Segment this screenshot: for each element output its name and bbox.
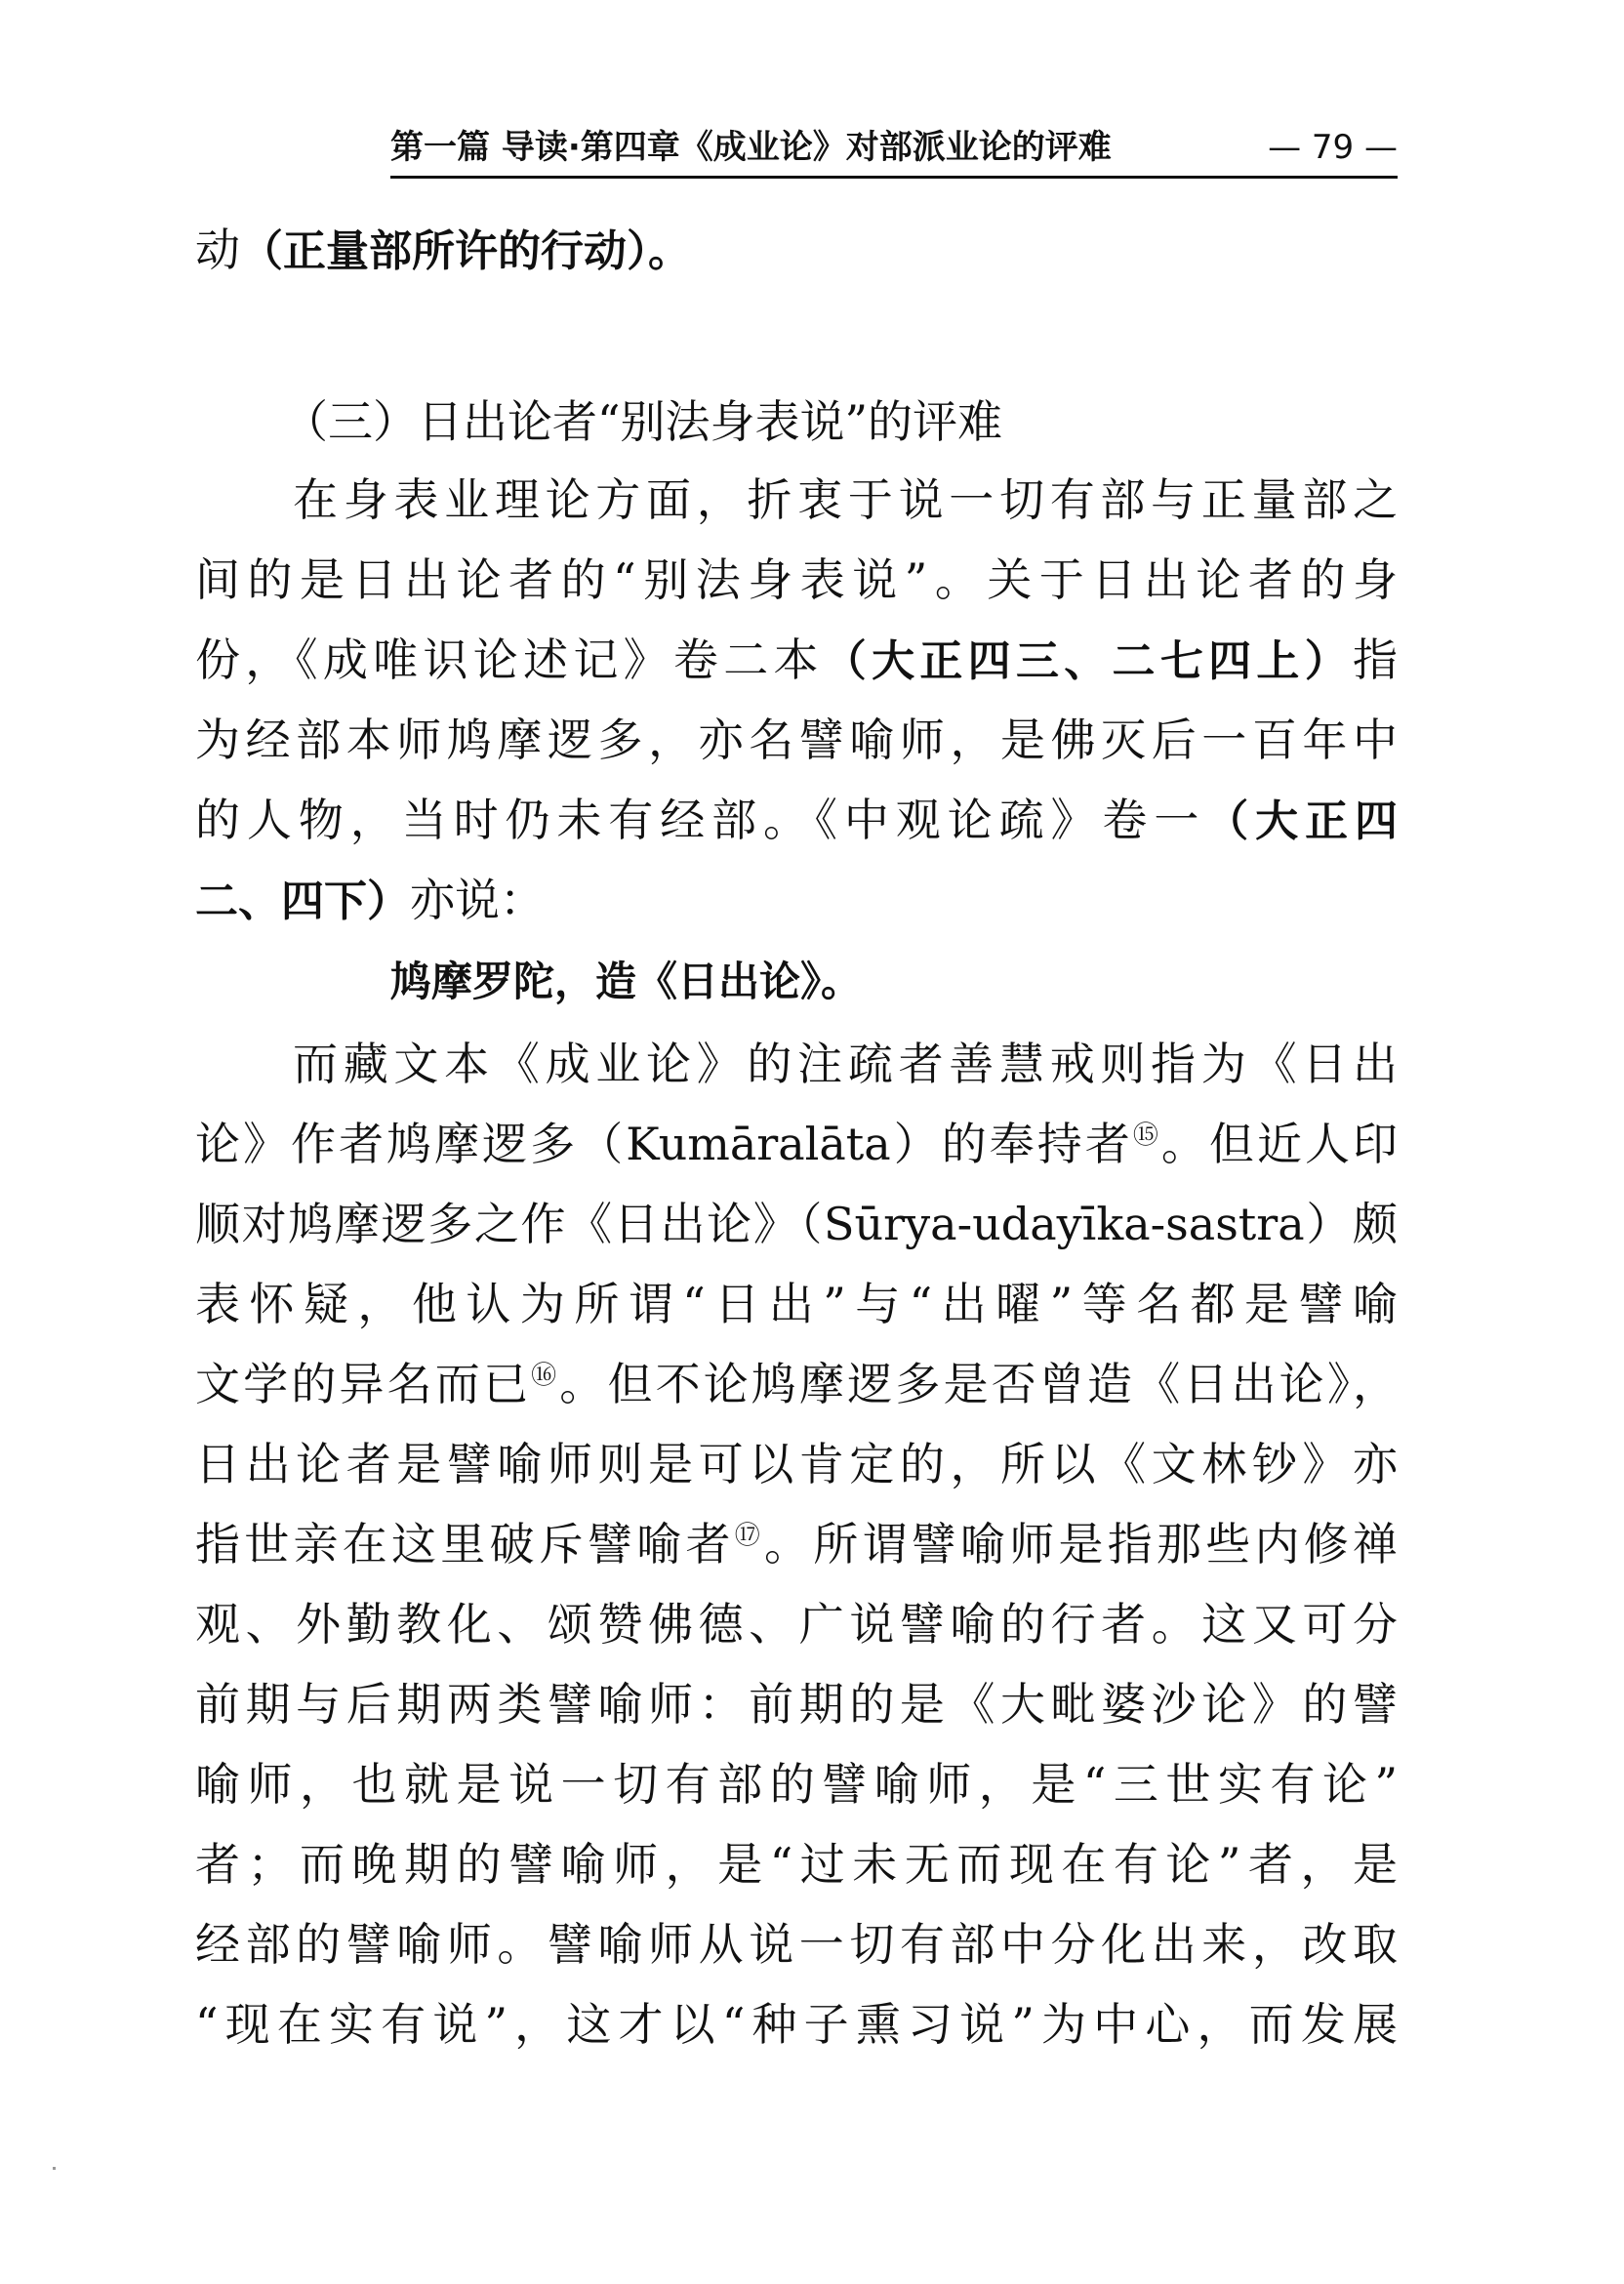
text-line (195, 1513, 1398, 1575)
kaiti-run: 二、四下） (195, 877, 410, 926)
text-run: 。但近人印 (1160, 1118, 1398, 1170)
running-header (390, 125, 1398, 179)
scan-speck (53, 2167, 56, 2170)
text-line: 在身表业理论方面，折衷于说一切有部与正量部之 (293, 473, 1398, 526)
text-run: 指世亲在这里破斥譬喻者 (195, 1518, 735, 1570)
text-line: 喻师，也就是说一切有部的譬喻师，是“三世实有论” (195, 1758, 1398, 1811)
text-line: 二、四下）亦说： (195, 874, 545, 926)
text-line: 日出论者是譬喻师则是可以肯定的，所以《文林钞》亦 (195, 1438, 1398, 1490)
text-line: 经部的譬喻师。譬喻师从说一切有部中分化出来，改取 (195, 1918, 1398, 1971)
text-line: 者；而晚期的譬喻师，是“过未无而现在有论”者，是 (195, 1838, 1398, 1891)
chapter-title: 第一篇 导读·第四章《成业论》对部派业论的评难 (390, 128, 1112, 167)
text-line: 动（正量部所许的行动）。 (195, 224, 691, 276)
page-number: — 79 — (1268, 128, 1398, 167)
footnote-marker[interactable]: ⑮ (1132, 1121, 1161, 1151)
text-line: 为经部本师鸠摩逻多，亦名譬喻师，是佛灭后一百年中 (195, 714, 1398, 766)
text-line: 表怀疑，他认为所谓“日出”与“出曜”等名都是譬喻 (195, 1278, 1398, 1330)
block-quote: 鸠摩罗陀，造《日出论》。 (390, 958, 863, 1005)
footnote-marker[interactable]: ⑰ (734, 1521, 764, 1551)
text-run: 。但不论鸠摩逻多是否曾造《日出论》， (559, 1358, 1399, 1410)
text-line: 份，《成唯识论述记》卷二本（大正四三、二七四上）指 (195, 633, 1399, 686)
text-line (195, 1113, 1398, 1175)
text-line: 顺对鸠摩逻多之作《日出论》（Sūrya-udayīka-sastra）颇 (195, 1198, 1398, 1250)
kaiti-run: （正量部所许的行动）。 (240, 226, 691, 276)
text-line: 而藏文本《成业论》的注疏者善慧戒则指为《日出 (293, 1038, 1398, 1090)
text-run: 论》作者鸠摩逻多（Kumāralāta）的奉持者 (195, 1118, 1133, 1170)
kaiti-run: （大正四三、二七四上） (823, 636, 1354, 686)
text-line: 间的是日出论者的“别法身表说”。关于日出论者的身 (195, 553, 1398, 606)
text-line: 前期与后期两类譬喻师：前期的是《大毗婆沙论》的譬 (195, 1678, 1398, 1731)
kaiti-run: （大正四 (1205, 796, 1399, 846)
text-line (195, 1353, 1398, 1415)
text-line: 观、外勤教化、颂赞佛德、广说譬喻的行者。这又可分 (195, 1598, 1398, 1651)
text-run: 。所谓譬喻师是指那些内修禅 (764, 1518, 1398, 1570)
text-line: 的人物，当时仍未有经部。《中观论疏》卷一（大正四 (195, 794, 1399, 846)
text-run: 文学的异名而已 (195, 1358, 532, 1410)
footnote-marker[interactable]: ⑯ (531, 1361, 560, 1391)
section-heading: （三）日出论者“别法身表说”的评难 (283, 395, 1003, 448)
text-line: “现在实有说”，这才以“种子熏习说”为中心，而发展 (195, 1998, 1398, 2051)
